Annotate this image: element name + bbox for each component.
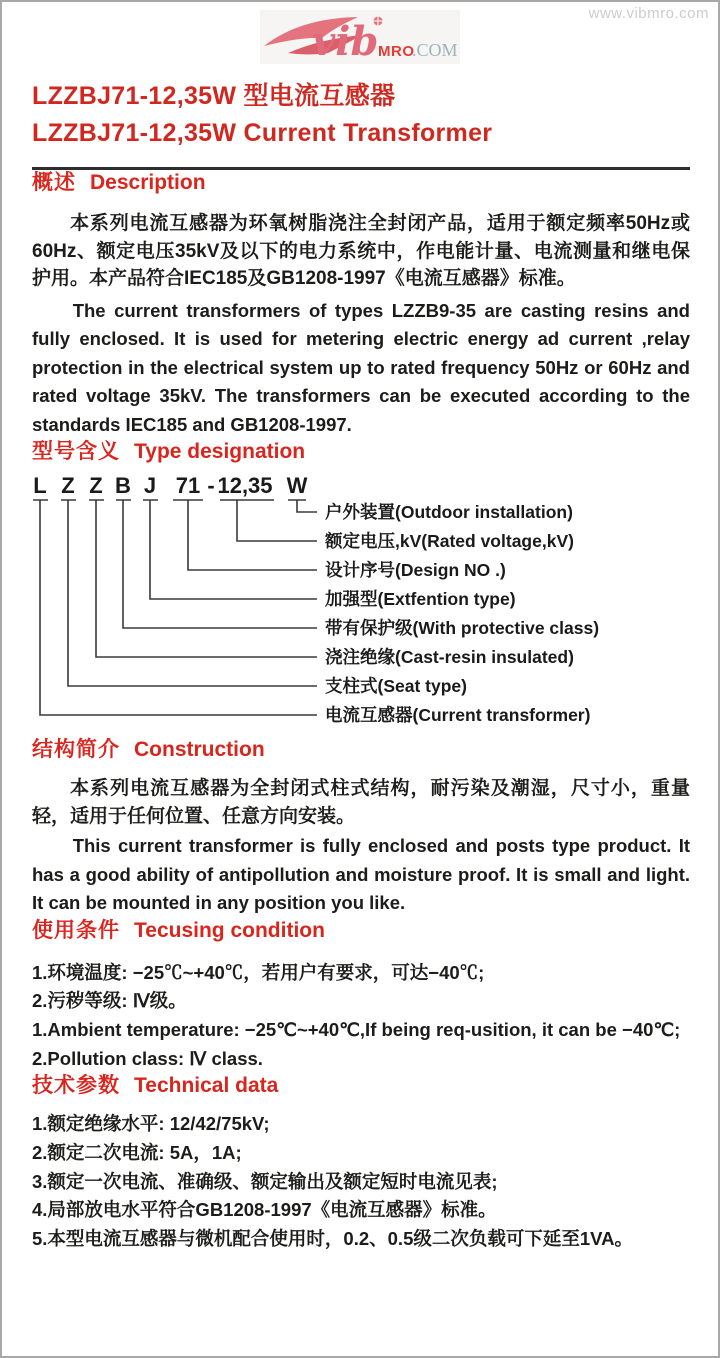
page-title-cn: LZZBJ71-12,35W 型电流互感器 xyxy=(32,82,396,110)
diagram-label-rated-voltage: 额定电压,kV(Rated voltage,kV) xyxy=(325,531,574,551)
list-item: 4.局部放电水平符合GB1208-1997《电流互感器》标准。 xyxy=(32,1199,497,1221)
title-block xyxy=(32,78,718,152)
heading-construction-en: Construction xyxy=(134,738,265,761)
section-heading-description xyxy=(32,170,718,196)
section-heading-tecusing-condition xyxy=(32,918,718,944)
list-item: 2.污秽等级: Ⅳ级。 xyxy=(32,990,187,1012)
code-token-1235: 12,35 xyxy=(217,473,273,498)
heading-description-en: Description xyxy=(90,171,206,194)
page-title-en: LZZBJ71-12,35W Current Transformer xyxy=(32,119,493,147)
list-item: 1.Ambient temperature: −25℃~+40℃,If being req-usition, it can be −40℃; xyxy=(32,1018,681,1040)
code-token-Z1: Z xyxy=(61,473,75,498)
code-token-B: B xyxy=(115,473,131,498)
watermark: www.vibmro.com xyxy=(588,5,709,22)
diagram-label-seat-type: 支柱式(Seat type) xyxy=(325,676,467,696)
code-token-L: L xyxy=(33,473,47,498)
tecusing-condition-list xyxy=(32,959,690,1074)
heading-tecusing-en: Tecusing condition xyxy=(134,918,325,942)
connector-J xyxy=(150,500,317,599)
description-paragraph-en: The current transformers of types LZZB9-35 are casting resins and fully enclosed. It is used for metering electric energy ad current ,relay protection in the electrical system up to rated frequency 50Hz or 60Hz and rated voltage 35kV. The transformers can be executed according to the standards IEC185 and GB1208-1997. xyxy=(32,299,690,435)
list-item: 1.环境温度: −25℃~+40℃，若用户有要求，可达−40℃; xyxy=(32,961,485,983)
type-designation-diagram xyxy=(2,472,720,737)
code-token-hyphen: - xyxy=(207,473,215,498)
list-item: 5.本型电流互感器与微机配合使用时，0.2、0.5级二次负载可下延至1VA。 xyxy=(32,1228,633,1250)
code-token-Z2: Z xyxy=(89,473,103,498)
diagram-label-cast-resin: 浇注绝缘(Cast-resin insulated) xyxy=(325,647,574,667)
diagram-label-protective: 带有保护级(With protective class) xyxy=(325,618,600,638)
heading-tecusing-cn: 使用条件 xyxy=(32,918,120,942)
connector-B xyxy=(123,500,317,628)
heading-technical-data-cn: 技术参数 xyxy=(32,1074,120,1098)
section-heading-construction xyxy=(32,737,718,763)
list-item: 3.额定一次电流、准确级、额定输出及额定短时电流见表; xyxy=(32,1170,498,1192)
diagram-label-design-no: 设计序号(Design NO .) xyxy=(325,560,506,580)
logo-com-text: .COM xyxy=(412,40,458,60)
logo-script-text: vib xyxy=(312,18,379,64)
heading-type-designation-en: Type designation xyxy=(134,440,306,463)
heading-technical-data-en: Technical data xyxy=(134,1074,279,1098)
logo-graphic xyxy=(260,10,460,64)
heading-type-designation-cn: 型号含义 xyxy=(32,440,120,463)
code-token-W: W xyxy=(286,473,308,498)
vibmro-logo xyxy=(260,10,460,64)
construction-paragraph-cn: 本系列电流互感器为全封闭式柱式结构，耐污染及潮湿，尺寸小，重量轻，适用于任何位置、任意方向安装。 xyxy=(32,778,690,827)
connector-W xyxy=(297,500,317,512)
list-item: 2.Pollution class: Ⅳ class. xyxy=(32,1047,263,1069)
description-paragraph-cn: 本系列电流互感器为环氧树脂浇注全封闭产品，适用于额定频率50Hz或60Hz、额定电压35kV及以下的电力系统中，作电能计量、电流测量和继电保护用。本产品符合IEC185及GB1208-1997《电流互感器》标准。 xyxy=(32,213,690,289)
section-heading-technical-data xyxy=(32,1073,718,1099)
construction-paragraph-en: This current transformer is fully enclosed and posts type product. It has a good ability of antipollution and moisture proof. It is small and light. It can be mounted in any position you like. xyxy=(32,835,690,913)
connector-L xyxy=(40,500,317,715)
diagram-label-current-transformer: 电流互感器(Current transformer) xyxy=(325,705,591,725)
connector-1235 xyxy=(237,500,317,541)
logo-mro-text: MRO xyxy=(378,43,415,60)
list-item: 1.额定绝缘水平: 12/42/75kV; xyxy=(32,1113,270,1135)
section-heading-type-designation xyxy=(32,439,718,465)
code-token-J: J xyxy=(143,473,157,498)
technical-data-list xyxy=(32,1110,690,1254)
connector-Z1 xyxy=(68,500,317,686)
heading-construction-cn: 结构简介 xyxy=(32,738,120,761)
code-token-71: 71 xyxy=(175,473,201,498)
diagram-label-extension: 加强型(Extfention type) xyxy=(325,589,516,609)
diagram-label-outdoor: 户外装置(Outdoor installation) xyxy=(325,502,573,522)
list-item: 2.额定二次电流: 5A，1A; xyxy=(32,1142,242,1164)
connector-Z2 xyxy=(96,500,317,657)
heading-description-cn: 概述 xyxy=(32,171,76,194)
